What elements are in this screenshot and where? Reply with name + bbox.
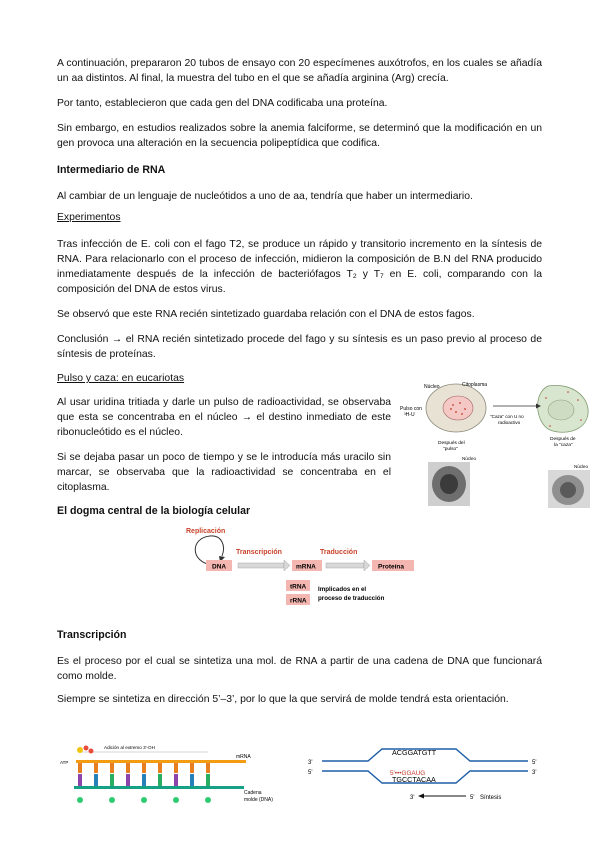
label-mrna-strand: mRNA <box>236 754 251 760</box>
heading-rna-intermediate: Intermediario de RNA <box>57 164 166 176</box>
label-addition-3oh: Adición al extremo 3'-OH <box>104 745 155 750</box>
arrow-translation <box>326 563 364 568</box>
label-chase: "Caza" con U no <box>490 414 524 419</box>
transcription-molecule-figure <box>58 740 288 810</box>
central-dogma-diagram <box>182 524 422 608</box>
label-after-chase: Después de <box>550 437 576 442</box>
label-5prime-bottom: 5' <box>470 795 475 801</box>
pulse-chase-figure <box>398 378 598 510</box>
nucleus-chase <box>548 400 574 420</box>
paragraph-intermediate: Al cambiar de un lenguaje de nucleótidos a uno de aa, tendría que haber un intermediario. <box>57 191 473 202</box>
incoming-nucleotide <box>77 747 83 753</box>
label-template-2: molde (DNA) <box>244 797 273 803</box>
label-transcription: Transcripción <box>236 549 282 556</box>
paragraph-sickle-cell: Sin embargo, en estudios realizados sobre la anemia falciforme, se determinó que la modificación en un gen provoca una alteración en la secuencia polipeptídica que codifica. <box>57 123 542 149</box>
text-mrna: mRNA <box>296 563 316 571</box>
label-replication: Replicación <box>186 528 226 535</box>
nucleus-pulse <box>443 396 473 420</box>
label-5prime-left-bottom: 5' <box>308 770 313 776</box>
label-micro-nucleus-2: Núcleo <box>574 464 589 469</box>
heading-experiments: Experimentos <box>57 212 121 223</box>
paragraph-conclusion: Conclusión → el RNA recién sintetizado procede del fago y su síntesis es un paso previo al proceso de síntesis de proteínas. <box>57 334 542 360</box>
heading-central-dogma: El dogma central de la biología celular <box>57 505 251 517</box>
paragraph-pulse: Al usar uridina tritiada y darle un pulso de radioactividad, se observaba que esta se concentraba en el núcleo → el destino inmediato de este ribonucleótido es el núcleo. <box>57 397 391 438</box>
rna-sequence: 5'•••GGAUG <box>390 770 426 777</box>
label-micro-nucleus-1: Núcleo <box>462 456 477 461</box>
paragraph-direction: Siempre se sintetiza en dirección 5’–3’, por lo que la que servirá de molde tendrá esta orientación. <box>57 694 509 705</box>
label-3prime-right-bottom: 3' <box>532 770 537 776</box>
heading-pulse-chase: Pulso y caza: en eucariotas <box>57 373 185 384</box>
text-rrna: rRNA <box>290 597 307 605</box>
label-pulse-with: Pulso con <box>400 406 422 412</box>
arrow-transcription <box>238 563 284 568</box>
label-after-pulse-2: "pulso" <box>443 447 458 452</box>
text-involved-2: proceso de traducción <box>318 595 385 602</box>
text-involved: Implicados en el <box>318 586 367 593</box>
heading-transcription: Transcripción <box>57 629 127 641</box>
label-nucleus: Núcleo <box>424 384 440 390</box>
label-after-chase-2: la "caza" <box>554 443 573 448</box>
paragraph-chase: Si se dejaba pasar un poco de tiempo y se le introducía más uracilo sin marcar, se observaba que la radioactividad se concentraba en el citoplasma. <box>57 452 391 493</box>
paragraph-t2-phage: Tras infección de E. coli con el fago T2, se produce un rápido y transitorio incremento en la síntesis de RNA. Para relacionarlo con el proceso de infección, midieron la composición de B.N del RNA producido inmediatamente después de la infección de bacteriófagos T₂ y T₇ en E. coli, comparando con la composición del DNA de estos virus. <box>57 239 542 295</box>
paragraph-transcription-def: Es el proceso por el cual se sintetiza una mol. de RNA a partir de una cadena de DNA que funcionará como molde. <box>57 656 542 682</box>
coding-sequence: ACGGATGTT <box>392 748 437 757</box>
paragraph-gene-protein: Por tanto, establecieron que cada gen del DNA codificaba una proteína. <box>57 98 388 109</box>
label-5prime-right-top: 5' <box>532 760 537 766</box>
label-chase-2: radioactivo <box>498 420 521 425</box>
label-pulse-with-2: ³H-U <box>404 412 415 418</box>
template-sequence: TGCCTACAA <box>392 775 436 784</box>
transcription-bubble-diagram <box>306 740 546 806</box>
text-dna: DNA <box>212 563 227 571</box>
label-synthesis: Síntesis <box>480 795 502 801</box>
synthesis-arrowhead <box>418 794 424 799</box>
label-template-1: Cadena <box>244 790 262 796</box>
label-after-pulse: Después del <box>438 441 465 446</box>
text-protein: Proteína <box>378 563 405 571</box>
paragraph-intro: A continuación, prepararon 20 tubos de ensayo con 20 especímenes auxótrofos, en los cuales se añadía un aa distintos. Al final, la muestra del tubo en el que se añadía arginina (Arg) crecía. <box>57 58 542 84</box>
paragraph-observation: Se observó que este RNA recién sintetizado guardaba relación con el DNA de estos fagos. <box>57 309 475 320</box>
rna-strand <box>76 760 246 773</box>
text-trna: tRNA <box>290 583 307 591</box>
dna-template-strand <box>74 774 244 803</box>
label-cytoplasm: Citoplasma <box>462 382 488 388</box>
label-3prime-bottom: 3' <box>410 795 415 801</box>
label-nucleotide: ATP <box>60 760 69 765</box>
label-translation: Traducción <box>320 549 358 556</box>
label-3prime-left-top: 3' <box>308 760 313 766</box>
